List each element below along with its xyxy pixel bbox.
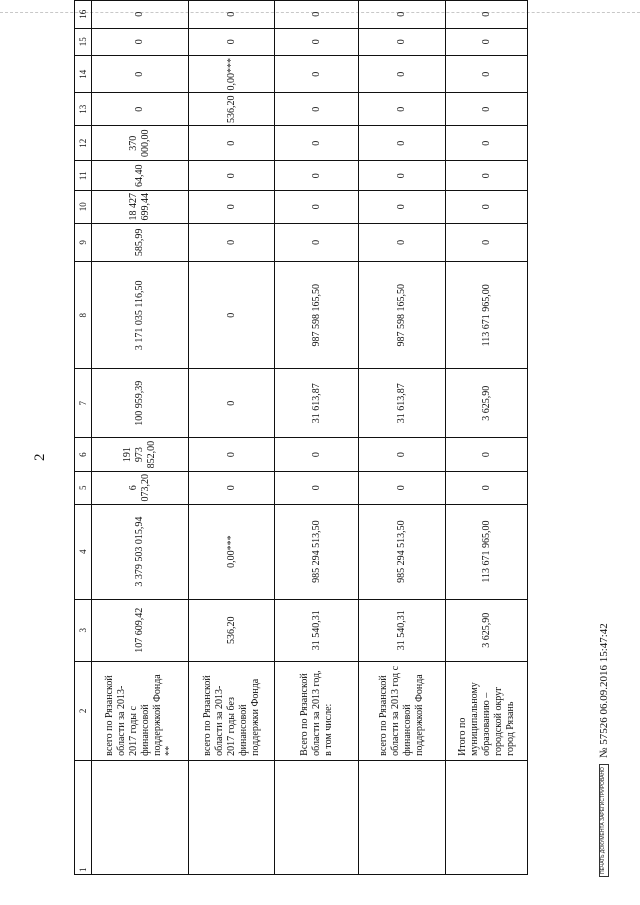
- table-cell: 0: [275, 28, 359, 55]
- table-cell: 0: [359, 438, 446, 472]
- table-cell: 0,00***: [189, 55, 275, 93]
- column-number: 9: [75, 223, 92, 262]
- table-cell: 0: [275, 55, 359, 93]
- table-cell: 0: [189, 28, 275, 55]
- table-cell: 0: [275, 223, 359, 262]
- registration-seal-icon: ПЕЧАТЬ ДОКУМЕНТА ЗАРЕГИСТРИРОВАНО: [599, 764, 609, 877]
- table-cell: 0: [359, 161, 446, 191]
- blank-index-cell: [446, 760, 528, 874]
- table-cell: 0: [446, 191, 528, 224]
- table-cell: 0: [189, 161, 275, 191]
- table-cell: 0: [446, 55, 528, 93]
- column-number: 4: [75, 504, 92, 599]
- blank-index-cell: [359, 760, 446, 874]
- table-cell: 31 540,31: [275, 599, 359, 661]
- table-cell: 0: [275, 125, 359, 160]
- table-cell: 370 000,00: [92, 125, 189, 160]
- table-row: [92, 1, 189, 875]
- data-table: [74, 0, 528, 875]
- table-cell: 536,20: [189, 93, 275, 126]
- table-row: [275, 1, 359, 875]
- table-cell: 0: [189, 262, 275, 369]
- table-cell: 0: [92, 1, 189, 29]
- column-number: 10: [75, 191, 92, 224]
- table-cell: 18 427 699,44: [92, 191, 189, 224]
- table-cell: 0: [92, 93, 189, 126]
- table-cell: 0: [92, 28, 189, 55]
- table-cell: 0: [92, 55, 189, 93]
- footer-stamp: [598, 623, 610, 877]
- table-cell: 0: [446, 472, 528, 505]
- table-cell: 0: [275, 1, 359, 29]
- row-label: Итого по муниципальному образованию – городской округ город Рязань: [446, 661, 528, 760]
- table-cell: 987 598 165,50: [359, 262, 446, 369]
- table-cell: 0: [446, 28, 528, 55]
- table-cell: 0: [275, 93, 359, 126]
- table-cell: 0: [359, 93, 446, 126]
- table-cell: 0,00***: [189, 504, 275, 599]
- table-cell: 0: [189, 1, 275, 29]
- table-cell: 64,40: [92, 161, 189, 191]
- table-cell: 0: [189, 223, 275, 262]
- column-number: 3: [75, 599, 92, 661]
- registration-number: № 57526 06.09.2016 15:47:42: [598, 623, 610, 759]
- table-cell: 6 073,20: [92, 472, 189, 505]
- table-cell: 536,20: [189, 599, 275, 661]
- table-cell: 113 671 965,00: [446, 262, 528, 369]
- table-cell: 3 379 503 015,94: [92, 504, 189, 599]
- table-cell: 0: [275, 161, 359, 191]
- table-cell: 113 671 965,00: [446, 504, 528, 599]
- column-number: 13: [75, 93, 92, 126]
- table-cell: 31 540,31: [359, 599, 446, 661]
- table-cell: 0: [446, 223, 528, 262]
- table-cell: 0: [275, 438, 359, 472]
- row-label: всего по Рязанской области за 2013-2017 годы с финансовой поддержкой Фонда **: [92, 661, 189, 760]
- table-cell: 3 625,90: [446, 369, 528, 438]
- table-cell: 0: [446, 93, 528, 126]
- blank-index-cell: [189, 760, 275, 874]
- table-cell: 0: [359, 472, 446, 505]
- table-cell: 0: [446, 1, 528, 29]
- column-number: 14: [75, 55, 92, 93]
- column-number: 1: [75, 760, 92, 874]
- table-cell: 0: [446, 161, 528, 191]
- table-row: [446, 1, 528, 875]
- table-cell: 0: [359, 28, 446, 55]
- table-cell: 0: [189, 472, 275, 505]
- table-cell: 585,99: [92, 223, 189, 262]
- column-number: 15: [75, 28, 92, 55]
- table-cell: 0: [189, 438, 275, 472]
- table-cell: 0: [359, 223, 446, 262]
- row-label: всего по Рязанской области за 2013 год с финансовой поддержкой Фонда: [359, 661, 446, 760]
- table-cell: 0: [189, 191, 275, 224]
- column-number-row: [75, 1, 92, 875]
- table-cell: 0: [189, 125, 275, 160]
- table-cell: 0: [359, 125, 446, 160]
- table-cell: 31 613,87: [359, 369, 446, 438]
- table-cell: 0: [275, 191, 359, 224]
- blank-index-cell: [92, 760, 189, 874]
- column-number: 6: [75, 438, 92, 472]
- table-cell: 31 613,87: [275, 369, 359, 438]
- column-number: 12: [75, 125, 92, 160]
- table-cell: 0: [359, 55, 446, 93]
- page-number: 2: [32, 453, 48, 461]
- column-number: 7: [75, 369, 92, 438]
- row-label: всего по Рязанской области за 2013-2017 годы без финансовой поддержки Фонда: [189, 661, 275, 760]
- row-label: Всего по Рязанской области за 2013 год, в том числе:: [275, 661, 359, 760]
- table-cell: 0: [275, 472, 359, 505]
- column-number: 11: [75, 161, 92, 191]
- table-cell: 191 973 852,00: [92, 438, 189, 472]
- table-cell: 0: [446, 438, 528, 472]
- table-cell: 107 609,42: [92, 599, 189, 661]
- table-cell: 0: [446, 125, 528, 160]
- table-cell: 3 625,90: [446, 599, 528, 661]
- blank-index-cell: [275, 760, 359, 874]
- table-cell: 0: [359, 1, 446, 29]
- table-cell: 0: [359, 191, 446, 224]
- table-row: [359, 1, 446, 875]
- table-cell: 985 294 513,50: [275, 504, 359, 599]
- table-cell: 3 171 035 116,50: [92, 262, 189, 369]
- column-number: 16: [75, 1, 92, 29]
- column-number: 5: [75, 472, 92, 505]
- column-number: 2: [75, 661, 92, 760]
- table-row: [189, 1, 275, 875]
- table-cell: 985 294 513,50: [359, 504, 446, 599]
- table-cell: 0: [189, 369, 275, 438]
- table-cell: 100 959,39: [92, 369, 189, 438]
- table-cell: 987 598 165,50: [275, 262, 359, 369]
- column-number: 8: [75, 262, 92, 369]
